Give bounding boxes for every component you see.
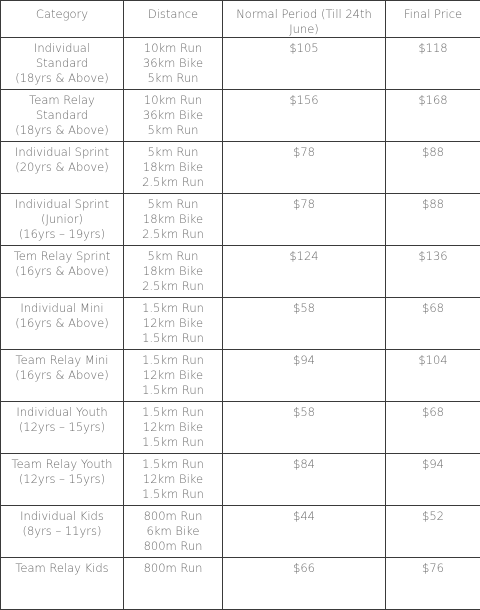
distance-cell-line: 1.5km Run <box>128 405 218 420</box>
category-cell <box>1 454 124 506</box>
distance-cell-line: 800m Run <box>128 509 218 524</box>
table-row <box>1 142 480 194</box>
category-cell-line: (16yrs & Above) <box>5 264 119 279</box>
final-price-cell: $104 <box>386 350 480 402</box>
normal-price-cell: $124 <box>223 246 386 298</box>
distance-cell <box>124 38 223 90</box>
normal-price-cell: $84 <box>223 454 386 506</box>
distance-cell-line: 36km Bike <box>128 56 218 71</box>
normal-price-cell: $58 <box>223 402 386 454</box>
category-cell-line: (16yrs & Above) <box>5 368 119 383</box>
category-cell-line: Team Relay Mini <box>5 353 119 368</box>
distance-cell <box>124 90 223 142</box>
normal-price-cell: $44 <box>223 506 386 558</box>
category-cell <box>1 506 124 558</box>
distance-cell-line: 800m Run <box>128 561 218 576</box>
category-cell-line: (12yrs – 15yrs) <box>5 472 119 487</box>
distance-cell-line: 12km Bike <box>128 368 218 383</box>
final-price-cell: $168 <box>386 90 480 142</box>
category-cell-line: Team Relay Youth <box>5 457 119 472</box>
table-row <box>1 402 480 454</box>
normal-price-cell: $105 <box>223 38 386 90</box>
distance-cell-line: 1.5km Run <box>128 457 218 472</box>
distance-cell-line: 18km Bike <box>128 264 218 279</box>
table-row <box>1 194 480 246</box>
distance-cell-line: 5km Run <box>128 249 218 264</box>
category-cell <box>1 246 124 298</box>
header-normal-period: Normal Period (Till 24th June) <box>223 1 386 38</box>
distance-cell-line: 5km Run <box>128 145 218 160</box>
category-cell <box>1 194 124 246</box>
distance-cell-line: 1.5km Run <box>128 435 218 450</box>
category-cell-line: Standard <box>5 56 119 71</box>
final-price-cell: $76 <box>386 558 480 610</box>
category-cell-line: Individual Sprint <box>5 145 119 160</box>
distance-cell <box>124 246 223 298</box>
table-row <box>1 90 480 142</box>
normal-price-cell: $156 <box>223 90 386 142</box>
table-row <box>1 558 480 610</box>
table-body <box>1 38 480 610</box>
distance-cell-line: 18km Bike <box>128 212 218 227</box>
final-price-cell: $52 <box>386 506 480 558</box>
category-cell-line: Team Relay Kids <box>5 561 119 576</box>
table-row <box>1 506 480 558</box>
header-row <box>1 1 480 38</box>
category-cell-line: Standard <box>5 108 119 123</box>
category-cell <box>1 298 124 350</box>
distance-cell <box>124 506 223 558</box>
distance-cell-line: 5km Run <box>128 197 218 212</box>
category-cell-line: Individual Kids <box>5 509 119 524</box>
normal-price-cell: $78 <box>223 194 386 246</box>
distance-cell-line: 1.5km Run <box>128 487 218 502</box>
category-cell-line: Tem Relay Sprint <box>5 249 119 264</box>
table-row <box>1 246 480 298</box>
distance-cell-line: 2.5km Run <box>128 227 218 242</box>
final-price-cell: $68 <box>386 402 480 454</box>
category-cell-line: (16yrs & Above) <box>5 316 119 331</box>
distance-cell-line: 1.5km Run <box>128 331 218 346</box>
category-cell <box>1 558 124 610</box>
category-cell <box>1 402 124 454</box>
distance-cell <box>124 558 223 610</box>
distance-cell-line: 6km Bike <box>128 524 218 539</box>
distance-cell-line: 1.5km Run <box>128 301 218 316</box>
distance-cell-line: 2.5km Run <box>128 175 218 190</box>
category-cell <box>1 90 124 142</box>
table-row <box>1 298 480 350</box>
distance-cell-line: 18km Bike <box>128 160 218 175</box>
distance-cell-line: 5km Run <box>128 123 218 138</box>
normal-price-cell: $66 <box>223 558 386 610</box>
distance-cell-line: 10km Run <box>128 41 218 56</box>
distance-cell-line: 36km Bike <box>128 108 218 123</box>
distance-cell-line: 12km Bike <box>128 472 218 487</box>
header-category: Category <box>1 1 124 38</box>
category-cell <box>1 142 124 194</box>
normal-price-cell: $58 <box>223 298 386 350</box>
category-cell-line: Individual Sprint <box>5 197 119 212</box>
final-price-cell: $88 <box>386 194 480 246</box>
header-distance: Distance <box>124 1 223 38</box>
normal-price-cell: $78 <box>223 142 386 194</box>
table-row <box>1 350 480 402</box>
category-cell-line: Team Relay <box>5 93 119 108</box>
distance-cell-line: 1.5km Run <box>128 383 218 398</box>
category-cell-line: (20yrs & Above) <box>5 160 119 175</box>
category-cell-line: Individual <box>5 41 119 56</box>
distance-cell-line: 10km Run <box>128 93 218 108</box>
distance-cell-line: 800m Run <box>128 539 218 554</box>
final-price-cell: $136 <box>386 246 480 298</box>
category-cell-line: (18yrs & Above) <box>5 71 119 86</box>
distance-cell <box>124 298 223 350</box>
category-cell-line: Individual Youth <box>5 405 119 420</box>
distance-cell-line: 12km Bike <box>128 420 218 435</box>
category-cell <box>1 350 124 402</box>
distance-cell-line: 1.5km Run <box>128 353 218 368</box>
category-cell-line: Individual Mini <box>5 301 119 316</box>
category-cell-line: (16yrs – 19yrs) <box>5 227 119 242</box>
final-price-cell: $88 <box>386 142 480 194</box>
table-row <box>1 38 480 90</box>
table-header <box>1 1 480 38</box>
table-row <box>1 454 480 506</box>
distance-cell <box>124 402 223 454</box>
category-cell-line: (8yrs – 11yrs) <box>5 524 119 539</box>
distance-cell-line: 2.5km Run <box>128 279 218 294</box>
category-cell <box>1 38 124 90</box>
distance-cell <box>124 142 223 194</box>
distance-cell <box>124 194 223 246</box>
category-cell-line: (Junior) <box>5 212 119 227</box>
category-cell-line: (18yrs & Above) <box>5 123 119 138</box>
final-price-cell: $68 <box>386 298 480 350</box>
distance-cell <box>124 454 223 506</box>
header-final-price: Final Price <box>386 1 480 38</box>
distance-cell-line: 5km Run <box>128 71 218 86</box>
distance-cell <box>124 350 223 402</box>
distance-cell-line: 12km Bike <box>128 316 218 331</box>
final-price-cell: $118 <box>386 38 480 90</box>
final-price-cell: $94 <box>386 454 480 506</box>
category-cell-line: (12yrs – 15yrs) <box>5 420 119 435</box>
normal-price-cell: $94 <box>223 350 386 402</box>
